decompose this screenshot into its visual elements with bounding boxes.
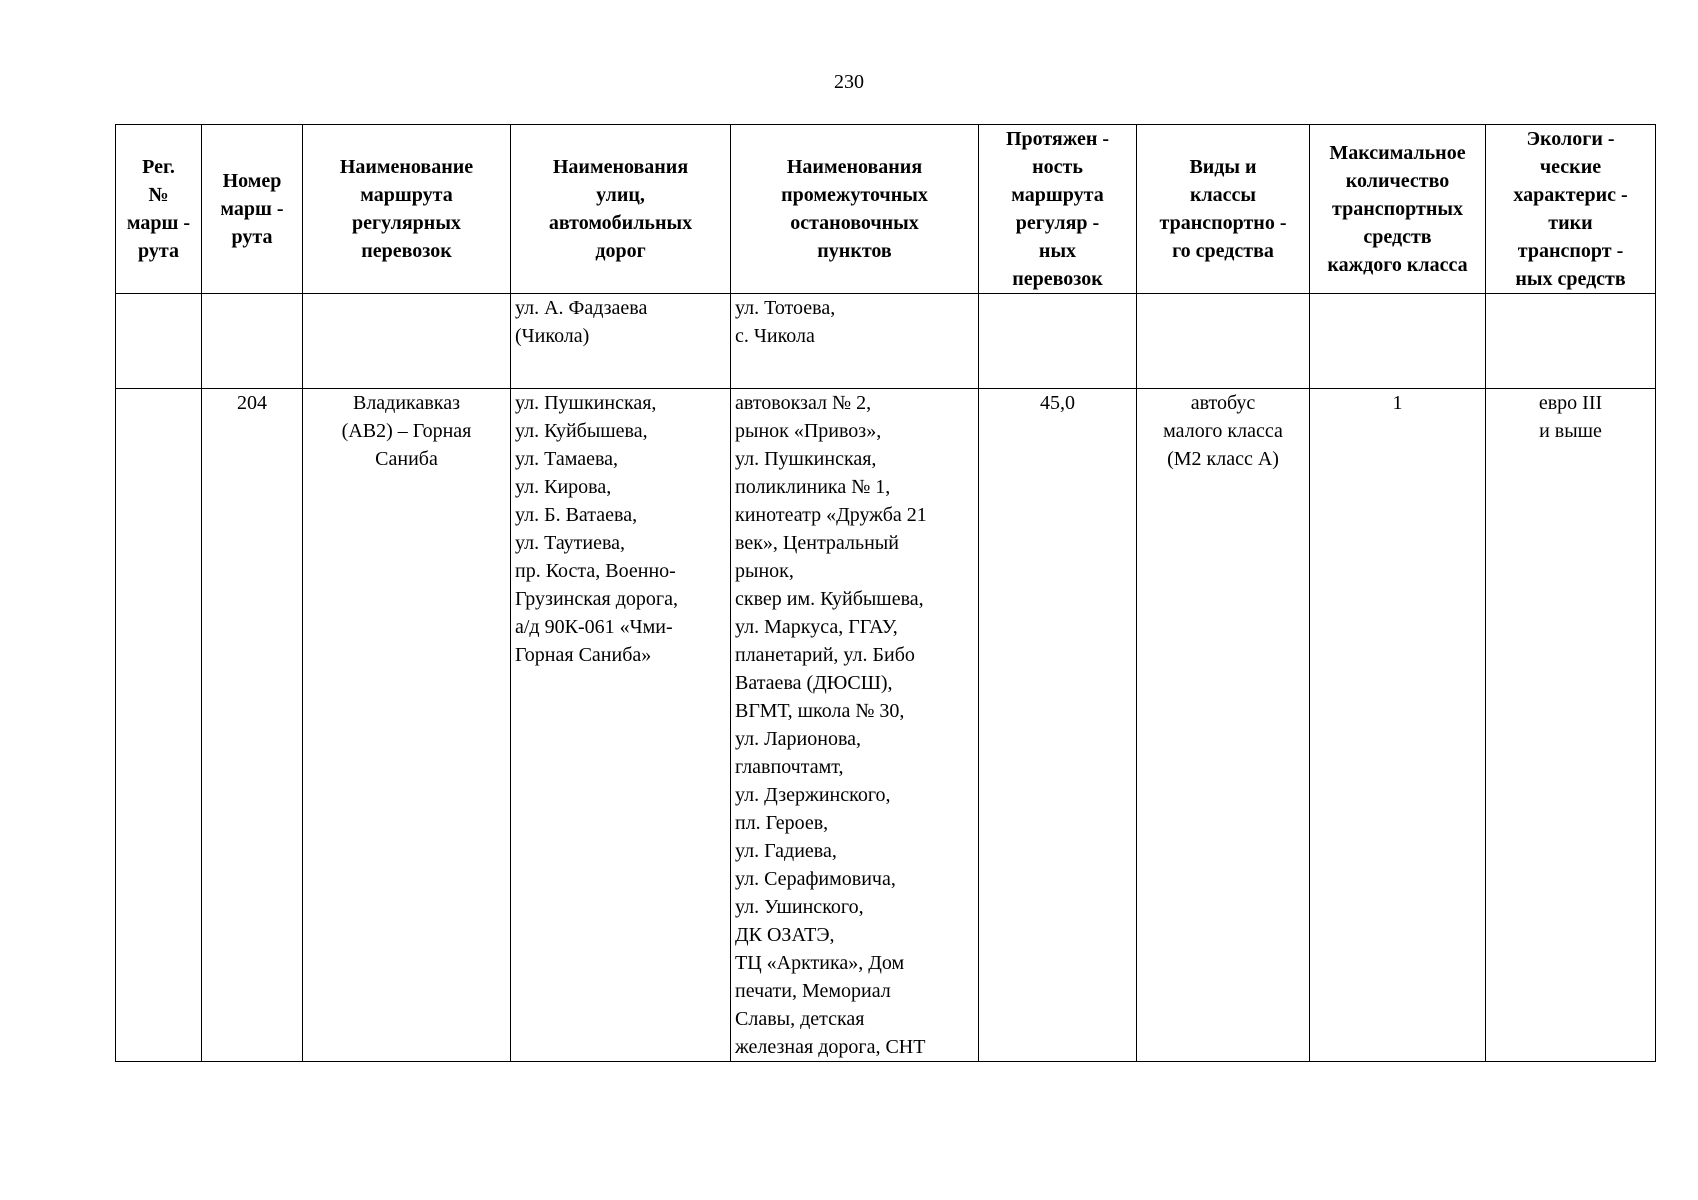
table-row xyxy=(116,389,1656,1062)
cell-streets: ул. Пушкинская, ул. Куйбышева, ул. Тамаева, ул. Кирова, ул. Б. Ватаева, ул. Таутиева, пр. Коста, Военно- Грузинская дорога, а/д 90К-061 «Чми- Горная Саниба» xyxy=(511,389,731,1062)
header-eco: Экологи - ческие характерис - тики транспорт - ных средств xyxy=(1486,125,1656,294)
header-length: Протяжен - ность маршрута регуляр - ных перевозок xyxy=(979,125,1137,294)
header-vehicle-class: Виды и классы транспортно - го средства xyxy=(1137,125,1310,294)
header-streets: Наименования улиц, автомобильных дорог xyxy=(511,125,731,294)
cell-stops: автовокзал № 2, рынок «Привоз», ул. Пушкинская, поликлиника № 1, кинотеатр «Дружба 21 век», Центральный рынок, сквер им. Куйбышева, ул. Маркуса, ГГАУ, планетарий, ул. Бибо Ватаева (ДЮСШ), ВГМТ, школа № 30, ул. Ларионова, главпочтамт, ул. Дзержинского, пл. Героев, ул. Гадиева, ул. Серафимовича, ул. Ушинского, ДК ОЗАТЭ, ТЦ «Арктика», Дом печати, Мемориал Славы, детская железная дорога, СНТ xyxy=(731,389,979,1062)
cell-route-name xyxy=(303,294,511,389)
cell-eco: евро III и выше xyxy=(1486,389,1656,1062)
cell-max-count: 1 xyxy=(1310,389,1486,1062)
cell-reg-no xyxy=(116,294,202,389)
header-row xyxy=(116,125,1656,294)
header-reg-no: Рег. № марш - рута xyxy=(116,125,202,294)
cell-vehicle-class xyxy=(1137,294,1310,389)
routes-table xyxy=(115,124,1656,1062)
header-route-name: Наименование маршрута регулярных перевозок xyxy=(303,125,511,294)
cell-stops: ул. Тотоева, с. Чикола xyxy=(731,294,979,389)
cell-route-name: Владикавказ (АВ2) – Горная Саниба xyxy=(303,389,511,1062)
page-number: 230 xyxy=(834,71,864,93)
cell-reg-no xyxy=(116,389,202,1062)
cell-length: 45,0 xyxy=(979,389,1137,1062)
cell-length xyxy=(979,294,1137,389)
cell-route-no: 204 xyxy=(202,389,303,1062)
cell-max-count xyxy=(1310,294,1486,389)
header-route-no: Номер марш - рута xyxy=(202,125,303,294)
header-stops: Наименования промежуточных остановочных пунктов xyxy=(731,125,979,294)
table-row xyxy=(116,294,1656,389)
cell-streets: ул. А. Фадзаева (Чикола) xyxy=(511,294,731,389)
cell-vehicle-class: автобус малого класса (М2 класс А) xyxy=(1137,389,1310,1062)
header-max-count: Максимальное количество транспортных средств каждого класса xyxy=(1310,125,1486,294)
cell-route-no xyxy=(202,294,303,389)
cell-eco xyxy=(1486,294,1656,389)
